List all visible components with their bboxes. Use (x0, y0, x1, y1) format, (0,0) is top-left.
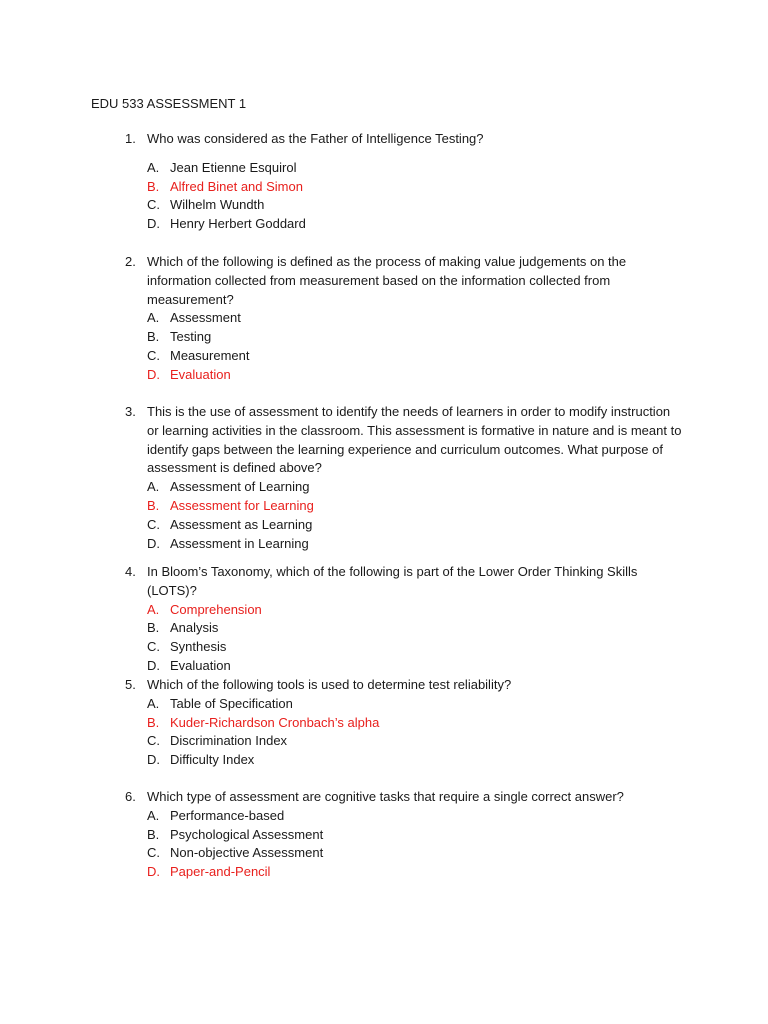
option-d-correct (147, 863, 685, 882)
question-number: 6. (125, 789, 136, 804)
option-c (147, 347, 685, 366)
option-letter: D. (147, 216, 160, 232)
option-b-correct (147, 497, 685, 516)
option-letter: C. (147, 639, 160, 655)
question-6 (125, 788, 685, 882)
option-text: Discrimination Index (170, 733, 288, 749)
option-text: Paper-and-Pencil (170, 864, 271, 880)
option-d (147, 215, 685, 234)
question-text: This is the use of assessment to identify the needs of learners in order to modify instruction or learning activities in the classroom. This assessment is formative in nature and is meant to identify gaps between the learning experience and curriculum outcomes. What purpose of assessment is defined above? (147, 404, 682, 476)
option-d-correct (147, 366, 685, 385)
option-a (147, 159, 685, 178)
option-text: Jean Etienne Esquirol (170, 159, 297, 175)
option-a-correct (147, 601, 685, 620)
question-header (125, 130, 685, 149)
option-text: Henry Herbert Goddard (170, 216, 306, 232)
option-letter: A. (147, 807, 160, 823)
option-letter: D. (147, 366, 160, 382)
option-text: Evaluation (170, 657, 231, 673)
answer-options (125, 807, 685, 882)
option-text: Psychological Assessment (170, 826, 324, 842)
question-2 (125, 253, 685, 385)
option-a (147, 695, 685, 714)
option-letter: A. (147, 159, 160, 175)
option-text: Synthesis (170, 639, 227, 655)
question-text: Which type of assessment are cognitive tasks that require a single correct answer? (147, 789, 624, 804)
option-text: Table of Specification (170, 695, 293, 711)
option-b (147, 619, 685, 638)
option-letter: B. (147, 620, 160, 636)
answer-options (125, 309, 685, 384)
option-b-correct (147, 178, 685, 197)
option-b (147, 826, 685, 845)
option-text: Evaluation (170, 366, 231, 382)
option-letter: C. (147, 845, 160, 861)
option-text: Assessment as Learning (170, 516, 313, 532)
question-header (125, 563, 685, 601)
option-c (147, 638, 685, 657)
option-letter: A. (147, 310, 160, 326)
question-5 (125, 676, 685, 770)
option-c (147, 844, 685, 863)
option-letter: C. (147, 733, 160, 749)
option-letter: B. (147, 178, 160, 194)
option-text: Alfred Binet and Simon (170, 178, 303, 194)
option-c (147, 516, 685, 535)
question-header (125, 788, 685, 807)
option-letter: D. (147, 535, 160, 551)
option-letter: B. (147, 497, 160, 513)
question-number: 1. (125, 131, 136, 146)
answer-options (125, 695, 685, 770)
question-number: 3. (125, 404, 136, 419)
option-text: Analysis (170, 620, 219, 636)
question-text: Who was considered as the Father of Intelligence Testing? (147, 131, 484, 146)
option-text: Comprehension (170, 601, 262, 617)
option-text: Testing (170, 329, 212, 345)
option-text: Difficulty Index (170, 752, 255, 768)
option-a (147, 807, 685, 826)
question-header (125, 403, 685, 478)
option-letter: B. (147, 714, 160, 730)
question-4 (125, 563, 685, 676)
option-letter: A. (147, 695, 160, 711)
option-text: Kuder-Richardson Cronbach’s alpha (170, 714, 380, 730)
question-number: 2. (125, 254, 136, 269)
answer-options (125, 601, 685, 676)
question-text: Which of the following tools is used to determine test reliability? (147, 677, 512, 692)
option-letter: B. (147, 329, 160, 345)
option-letter: A. (147, 601, 160, 617)
option-letter: C. (147, 516, 160, 532)
question-text: Which of the following is defined as the process of making value judgements on the information collected from measurement based on the information collected from measurement? (147, 254, 627, 307)
option-text: Performance-based (170, 807, 285, 823)
question-3 (125, 403, 685, 553)
option-text: Assessment (170, 310, 241, 326)
question-header (125, 676, 685, 695)
option-text: Measurement (170, 347, 250, 363)
option-letter: A. (147, 479, 160, 495)
option-letter: C. (147, 347, 160, 363)
option-text: Wilhelm Wundth (170, 197, 265, 213)
option-text: Assessment in Learning (170, 535, 309, 551)
question-number: 5. (125, 677, 136, 692)
question-number: 4. (125, 564, 136, 579)
option-a (147, 478, 685, 497)
option-text: Assessment of Learning (170, 479, 310, 495)
answer-options (125, 478, 685, 553)
option-c (147, 196, 685, 215)
option-text: Non-objective Assessment (170, 845, 324, 861)
option-d (147, 535, 685, 554)
option-b (147, 328, 685, 347)
option-letter: D. (147, 752, 160, 768)
option-d (147, 657, 685, 676)
question-1 (125, 130, 685, 234)
option-letter: B. (147, 826, 160, 842)
option-text: Assessment for Learning (170, 497, 314, 513)
question-header (125, 253, 685, 309)
answer-options (125, 159, 685, 234)
option-c (147, 732, 685, 751)
question-text: In Bloom’s Taxonomy, which of the following is part of the Lower Order Thinking Skills (LOTS)? (147, 564, 638, 598)
option-letter: D. (147, 657, 160, 673)
option-b-correct (147, 714, 685, 733)
option-letter: D. (147, 864, 160, 880)
option-letter: C. (147, 197, 160, 213)
option-a (147, 309, 685, 328)
document-title: EDU 533 ASSESSMENT 1 (91, 96, 247, 111)
option-d (147, 751, 685, 770)
